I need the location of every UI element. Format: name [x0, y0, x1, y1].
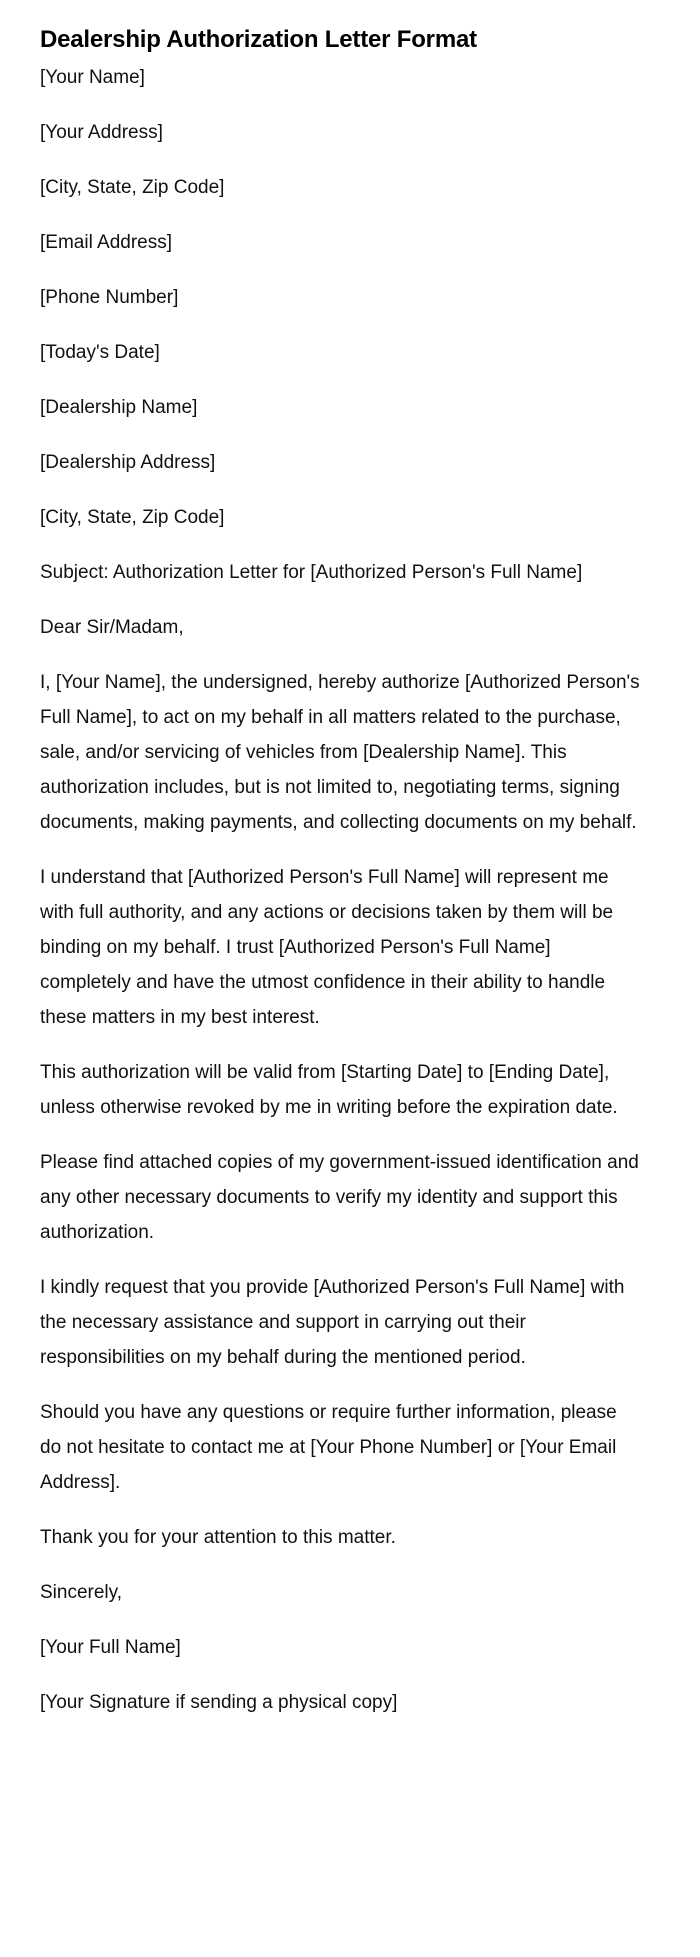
signature-note: [Your Signature if sending a physical copy]	[40, 1692, 398, 1713]
body-paragraph: I kindly request that you provide [Authorized Person's Full Name] with the necessary assistance and support in carrying out their responsibilities on my behalf during the mentioned period.	[40, 1277, 625, 1368]
sender-phone: [Phone Number]	[40, 287, 179, 308]
recipient-city-state-zip: [City, State, Zip Code]	[40, 507, 225, 528]
body-paragraph: Should you have any questions or require further information, please do not hesitate to contact me at [Your Phone Number] or [Your Email Address].	[40, 1402, 617, 1493]
sender-city-state-zip: [City, State, Zip Code]	[40, 177, 225, 198]
subject-line: Subject: Authorization Letter for [Authorized Person's Full Name]	[40, 562, 583, 583]
recipient-dealership-name: [Dealership Name]	[40, 397, 198, 418]
closing: Sincerely,	[40, 1582, 123, 1603]
body-paragraph: Thank you for your attention to this matter.	[40, 1527, 396, 1548]
sender-address: [Your Address]	[40, 122, 163, 143]
letter-date: [Today's Date]	[40, 342, 160, 363]
recipient-dealership-address: [Dealership Address]	[40, 452, 216, 473]
document-title: Dealership Authorization Letter Format	[40, 26, 477, 53]
signature-name: [Your Full Name]	[40, 1637, 181, 1658]
salutation: Dear Sir/Madam,	[40, 617, 184, 638]
body-paragraph: I, [Your Name], the undersigned, hereby authorize [Authorized Person's Full Name], to act on my behalf in all matters related to the purchase, sale, and/or servicing of vehicles from [Dealership Name]. This authorization includes, but is not limited to, negotiating terms, signing documents, making payments, and collecting documents on my behalf.	[40, 672, 640, 833]
body-paragraph: This authorization will be valid from [Starting Date] to [Ending Date], unless otherwise revoked by me in writing before the expiration date.	[40, 1062, 618, 1118]
body-paragraph: Please find attached copies of my government-issued identification and any other necessary documents to verify my identity and support this authorization.	[40, 1152, 639, 1243]
body-paragraph: I understand that [Authorized Person's Full Name] will represent me with full authority, and any actions or decisions taken by them will be binding on my behalf. I trust [Authorized Person's Full Name] completely and have the utmost confidence in their ability to handle these matters in my best interest.	[40, 867, 614, 1028]
letter-document	[40, 22, 640, 1740]
sender-name: [Your Name]	[40, 67, 145, 88]
sender-email: [Email Address]	[40, 232, 172, 253]
